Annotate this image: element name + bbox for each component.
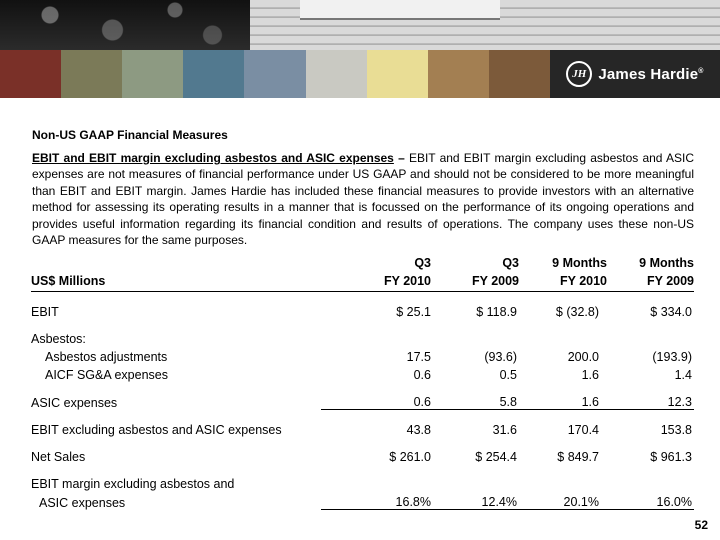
logo-text: [598, 66, 703, 83]
row-label: Asbestos:: [31, 332, 86, 346]
table-cell: (93.6): [484, 350, 517, 364]
table-row-asic: [31, 391, 694, 410]
table-cell: 16.8%: [321, 491, 431, 510]
page-number: 52: [694, 518, 708, 532]
paragraph-lead: EBIT and EBIT margin excluding asbestos and ASIC expenses: [32, 151, 394, 165]
table-header-row: [31, 252, 694, 270]
color-swatch: [244, 50, 305, 98]
row-label: EBIT excluding asbestos and ASIC expenses: [31, 423, 282, 437]
table-cell: 12.4%: [431, 491, 519, 510]
header-spacer: [31, 252, 321, 270]
paragraph-dash: –: [393, 151, 409, 165]
table-row-ebit: [31, 301, 694, 319]
table-cell: $ 254.4: [475, 450, 517, 464]
table-row-ebit-excluding: [31, 419, 694, 437]
table-cell: 170.4: [567, 423, 599, 437]
row-label: EBIT: [31, 305, 59, 319]
table-cell: 12.3: [607, 391, 694, 410]
col-header-year: FY 2010: [321, 270, 431, 292]
table-cell: 43.8: [406, 423, 431, 437]
color-swatch: [306, 50, 367, 98]
table-cell: 1.6: [581, 368, 599, 382]
banner-trim: [300, 0, 500, 20]
row-label: AICF SG&A expenses: [45, 368, 168, 382]
table-cell: 0.6: [413, 368, 431, 382]
table-row-margin-label: [31, 473, 694, 491]
color-swatch-strip: [0, 50, 550, 98]
row-label: EBIT margin excluding asbestos and: [31, 477, 235, 491]
color-swatch: [428, 50, 489, 98]
table-row-asbestos: [31, 328, 694, 346]
table-cell: $ 849.7: [557, 450, 599, 464]
table-row-aicf: [31, 364, 694, 382]
color-swatch: [122, 50, 183, 98]
table-cell: $ 334.0: [650, 305, 692, 319]
table-cell: 1.6: [519, 391, 607, 410]
col-header-period: Q3: [502, 256, 519, 270]
table-cell: 0.6: [321, 391, 431, 410]
col-header-period: Q3: [414, 256, 431, 270]
table-cell: 200.0: [567, 350, 599, 364]
col-header-period: 9 Months: [552, 256, 607, 270]
section-heading: Non-US GAAP Financial Measures: [32, 128, 228, 142]
col-header-year: FY 2009: [431, 270, 519, 292]
table-cell: 5.8: [431, 391, 519, 410]
table-cell: (193.9): [652, 350, 692, 364]
paragraph-body: EBIT and EBIT margin excluding asbestos and ASIC expenses are not measures of financial performance under US GAAP and should not be considered to be more meaningful than EBIT and EBIT margin. James Hardie has included these financial measures to provide investors with an alternative method for assessing its operating results in a manner that is focussed on the performance of its ongoing operations and provides useful information regarding its financial condition and results of operations. The company uses these non-US GAAP measures for the same purposes.: [32, 151, 695, 248]
unit-label: US$ Millions: [31, 270, 321, 292]
color-swatch: [367, 50, 428, 98]
banner-foliage-image: [0, 0, 250, 50]
table-row-net-sales: [31, 446, 694, 464]
row-label: Net Sales: [31, 450, 86, 464]
table-cell: 16.0%: [607, 491, 694, 510]
table-cell: $ 25.1: [396, 305, 431, 319]
color-swatch: [0, 50, 61, 98]
table-cell: 31.6: [492, 423, 517, 437]
logo-mark-icon: JH: [566, 61, 592, 87]
table-cell: $ 261.0: [389, 450, 431, 464]
logo-registered-mark: ®: [698, 67, 704, 75]
col-header-period: 9 Months: [639, 256, 694, 270]
color-swatch: [183, 50, 244, 98]
table-row-asbestos-adjustments: [31, 346, 694, 364]
table-cell: $ 118.9: [476, 305, 517, 319]
financial-table: [31, 252, 694, 510]
row-label: Asbestos adjustments: [45, 350, 168, 364]
table-cell: 17.5: [406, 350, 431, 364]
table-cell: 20.1%: [519, 491, 607, 510]
row-label: ASIC expenses: [39, 495, 126, 510]
table-cell: $ (32.8): [555, 305, 599, 319]
col-header-year: FY 2010: [519, 270, 607, 292]
definition-paragraph: [32, 150, 694, 248]
table-cell: 0.5: [499, 368, 517, 382]
color-swatch: [489, 50, 550, 98]
table-cell: $ 961.3: [650, 450, 692, 464]
table-header-row: [31, 270, 694, 292]
header-banner: [0, 0, 720, 98]
table-row-margin: [31, 491, 694, 510]
table-cell: 1.4: [674, 368, 692, 382]
row-label: ASIC expenses: [31, 395, 118, 410]
col-header-year: FY 2009: [607, 270, 694, 292]
logo-name: James Hardie: [598, 65, 699, 83]
table-cell: 153.8: [660, 423, 692, 437]
color-swatch: [61, 50, 122, 98]
company-logo: [550, 50, 720, 98]
